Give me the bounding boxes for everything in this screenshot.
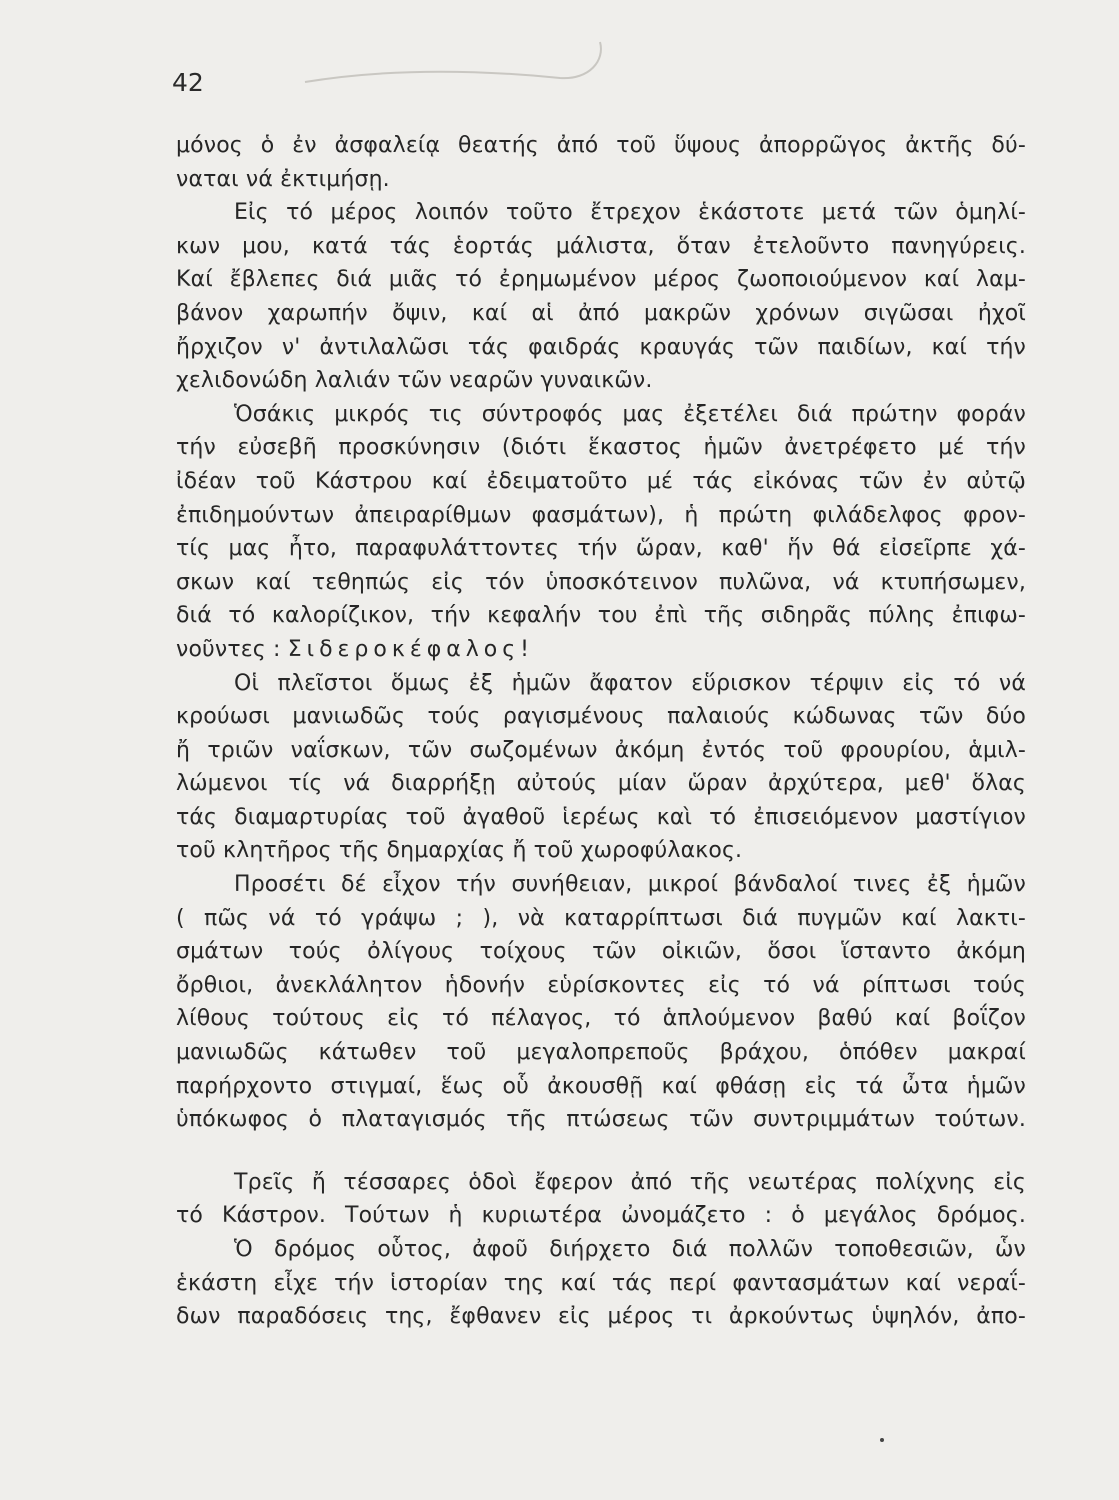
text-line: μανιωδῶς κάτωθεν τοῦ μεγαλοπρεποῦς βράχου, ὁπόθεν μακραί xyxy=(176,1040,1026,1066)
text-line xyxy=(176,633,1026,667)
page-number: 42 xyxy=(172,68,204,97)
text-line: Εἰς τό μέρος λοιπόν τοῦτο ἔτρεχον ἑκάστοτε μετά τῶν ὁμηλί- xyxy=(234,200,1026,226)
text-line: ἤ τριῶν ναΐσκων, τῶν σωζομένων ἀκόμη ἐντός τοῦ φρουρίου, ἁμιλ- xyxy=(176,737,1026,763)
text-line: δων παραδόσεις της, ἔφθανεν εἰς μέρος τι ἀρκούντως ὑψηλόν, ἀπο- xyxy=(176,1304,1026,1330)
text-line: Ὁσάκις μικρός τις σύντροφός μας ἐξετέλει διά πρώτην φοράν xyxy=(234,401,1026,427)
text-line: ὑπόκωφος ὁ πλαταγισμός τῆς πτώσεως τῶν συντριμμάτων τούτων. xyxy=(176,1107,1026,1133)
ink-dot xyxy=(880,1438,884,1442)
text-line: τό Κάστρον. Τούτων ἡ κυριωτέρα ὠνομάζετο : ὁ μεγάλος δρόμος. xyxy=(176,1203,1026,1229)
text-line: λίθους τούτους εἰς τό πέλαγος, τό ἁπλούμενον βαθύ καί βοΐζον xyxy=(176,1006,1026,1032)
body-text xyxy=(176,129,1026,1334)
text-line: λώμενοι τίς νά διαρρήξῃ αὐτούς μίαν ὥραν ἀρχύτερα, μεθ' ὅλας xyxy=(176,771,1026,797)
text-line: ἰδέαν τοῦ Κάστρου καί ἐδειματοῦτο μέ τάς εἰκόνας τῶν ἐν αὐτῷ xyxy=(176,468,1026,494)
text-line: κων μου, κατά τάς ἑορτάς μάλιστα, ὅταν ἐτελοῦντο πανηγύρεις. xyxy=(176,233,1026,259)
text-line: διά τό καλορίζικον, τήν κεφαλήν του ἐπὶ τῆς σιδηρᾶς πύλης ἐπιφω- xyxy=(176,603,1026,629)
text-line: ὄρθιοι, ἀνεκλάλητον ἡδονήν εὑρίσκοντες εἰς τό νά ρίπτωσι τούς xyxy=(176,972,1026,998)
text-line: σκων καί τεθηπώς εἰς τόν ὑποσκότεινον πυλῶνα, νά κτυπήσωμεν, xyxy=(176,569,1026,595)
text-line: τοῦ κλητῆρος τῆς δημαρχίας ἤ τοῦ χωροφύλακος. xyxy=(176,838,743,864)
text-line: ἤρχιζον ν' ἀντιλαλῶσι τάς φαιδράς κραυγάς τῶν παιδίων, καί τήν xyxy=(176,334,1026,360)
text-line: Ὁ δρόμος οὗτος, ἀφοῦ διήρχετο διά πολλῶν τοποθεσιῶν, ὧν xyxy=(234,1237,1026,1262)
text-line: χελιδονώδη λαλιάν τῶν νεαρῶν γυναικῶν. xyxy=(176,368,653,394)
text-line: Προσέτι δέ εἶχον τήν συνήθειαν, μικροί βάνδαλοί τινες ἐξ ἡμῶν xyxy=(234,872,1026,898)
text-line: Τρεῖς ἤ τέσσαρες ὁδοὶ ἔφερον ἀπό τῆς νεωτέρας πολίχνης εἰς xyxy=(234,1169,1026,1195)
emphasized-word: Σιδεροκέφαλος! xyxy=(287,636,534,662)
pencil-mark xyxy=(300,30,630,100)
text-line: σμάτων τούς ὀλίγους τοίχους τῶν οἰκιῶν, ὅσοι ἵσταντο ἀκόμη xyxy=(176,939,1026,965)
text-line: τάς διαμαρτυρίας τοῦ ἀγαθοῦ ἱερέως καὶ τό ἐπισειόμενον μαστίγιον xyxy=(176,804,1026,830)
text-line: ( πῶς νά τό γράψω ; ), νὰ καταρρίπτωσι διά πυγμῶν καί λακτι- xyxy=(176,905,1026,931)
text-line: τίς μας ἦτο, παραφυλάττοντες τήν ὥραν, καθ' ἥν θά εἰσεῖρπε χά- xyxy=(176,536,1026,562)
text-line: παρήρχοντο στιγμαί, ἕως οὗ ἀκουσθῇ καί φθάσῃ εἰς τά ὦτα ἡμῶν xyxy=(176,1073,1026,1099)
text-line: Καί ἔβλεπες διά μιᾶς τό ἐρημωμένον μέρος ζωοποιούμενον καί λαμ- xyxy=(176,267,1026,293)
text-line: βάνον χαρωπήν ὄψιν, καί αἱ ἀπό μακρῶν χρόνων σιγῶσαι ἠχοῖ xyxy=(176,300,1026,326)
text-line: ἐπιδημούντων ἀπειραρίθμων φασμάτων), ἡ πρώτη φιλάδελφος φρον- xyxy=(176,502,1026,528)
text-line: κρούωσι μανιωδῶς τούς ραγισμένους παλαιούς κώδωνας τῶν δύο xyxy=(176,704,1026,730)
section-gap xyxy=(176,1137,1026,1166)
text-line: μόνος ὁ ἐν ἀσφαλείᾳ θεατής ἀπό τοῦ ὕψους ἀπορρῶγος ἀκτῆς δύ- xyxy=(176,133,1026,158)
text-line: ναται νά ἐκτιμήσῃ. xyxy=(176,166,390,192)
text-line: ἑκάστη εἶχε τήν ἱστορίαν της καί τάς περί φαντασμάτων καί νεραΐ- xyxy=(176,1270,1026,1296)
text-line: Οἱ πλεῖστοι ὅμως ἐξ ἡμῶν ἄφατον εὕρισκον τέρψιν εἰς τό νά xyxy=(234,670,1026,696)
text-fragment: νοῦντες : xyxy=(176,636,281,662)
text-line: τήν εὐσεβῆ προσκύνησιν (διότι ἕκαστος ἡμῶν ἀνετρέφετο μέ τήν xyxy=(176,435,1026,461)
